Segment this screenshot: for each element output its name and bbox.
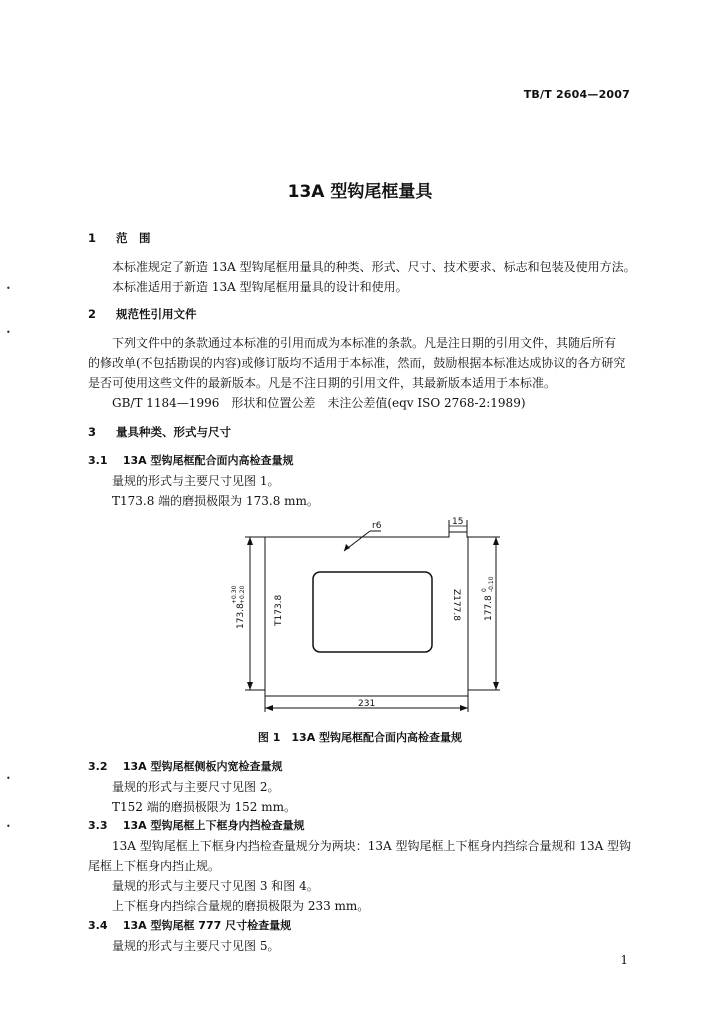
page-title: 13A 型钩尾框量具 [287,182,433,202]
right-dim-value: 177.8 [484,595,494,621]
paragraph: 尾框上下框身内挡止规。 [88,859,221,873]
width-dim-label: 231 [358,699,376,709]
subsection-title: 13A 型钩尾框侧板内宽检查量规 [122,760,283,773]
radius-label: r6 [372,521,382,531]
scan-mark: • [6,328,11,337]
subsection-3-3-heading [88,817,304,833]
paragraph: 量规的形式与主要尺寸见图 2。 [112,780,280,794]
subsection-title: 13A 型钩尾框配合面内高检查量规 [122,454,294,467]
z-end-label: Z177.8 [451,589,461,621]
subsection-number: 3.2 [88,760,108,773]
gauge-window [313,572,432,652]
reference-item: GB/T 1184—1996 形状和位置公差 未注公差值(eqv ISO 2768-2:1989) [112,396,526,410]
section-title: 量具种类、形式与尺寸 [116,425,232,439]
paragraph: 是否可使用这些文件的最新版本。凡是不注日期的引用文件，其最新版本适用于本标准。 [88,376,557,390]
right-dim-label [484,595,494,621]
paragraph: 本标准适用于新造 13A 型钩尾框用量具的设计和使用。 [112,280,408,294]
left-dim-tol-upper: +0.30 [231,585,238,604]
paragraph: 本标准规定了新造 13A 型钩尾框用量具的种类、形式、尺寸、技术要求、标志和包装及使用方法。 [112,260,636,274]
paragraph: T173.8 端的磨损极限为 173.8 mm。 [112,494,319,508]
section-title: 规范性引用文件 [116,307,197,321]
subsection-3-2-heading [88,758,282,774]
section-number: 1 [88,231,97,245]
paragraph: 下列文件中的条款通过本标准的引用而成为本标准的条款。凡是注日期的引用文件，其随后所有 [112,336,617,350]
left-dim-tol-lower: +0.20 [239,585,246,604]
scan-mark: • [6,284,11,293]
subsection-title: 13A 型钩尾框 777 尺寸检查量规 [122,919,292,932]
section-title: 范 围 [116,231,151,245]
scan-mark: • [6,822,11,831]
right-dim-tol-upper: 0 [481,588,488,592]
subsection-number: 3.4 [88,919,108,932]
document-code: TB/T 2604—2007 [523,88,630,101]
paragraph: 上下框身内挡综合量规的磨损极限为 233 mm。 [112,899,370,913]
paragraph: 量规的形式与主要尺寸见图 3 和图 4。 [112,879,319,893]
subsection-number: 3.1 [88,454,108,467]
paragraph: 量规的形式与主要尺寸见图 1。 [112,474,280,488]
subsection-number: 3.3 [88,819,108,832]
left-dim-value: 173.8 [236,603,246,629]
paragraph: 的修改单(不包括勘误的内容)或修订版均不适用于本标准，然而，鼓励根据本标准达成协议的各方研究 [88,356,626,370]
right-dim-tol-lower: -0.10 [488,576,495,592]
left-dim-label [236,603,246,629]
figure-1-caption: 图 1 13A 型钩尾框配合面内高检查量规 [257,731,463,744]
scan-mark: • [6,774,11,783]
gauge-outline [265,532,468,696]
notch-dim-label: 15 [452,517,464,527]
t-end-label: T173.8 [274,594,284,626]
subsection-3-4-heading [88,917,291,933]
page-number: 1 [620,953,628,967]
paragraph: 13A 型钩尾框上下框身内挡检查量规分为两块：13A 型钩尾框上下框身内挡综合量规和 13A 型钩 [112,839,632,853]
section-number: 2 [88,307,97,321]
subsection-title: 13A 型钩尾框上下框身内挡检查量规 [122,819,305,832]
paragraph: T152 端的磨损极限为 152 mm。 [112,800,297,814]
section-number: 3 [88,425,97,439]
paragraph: 量规的形式与主要尺寸见图 5。 [112,939,280,953]
